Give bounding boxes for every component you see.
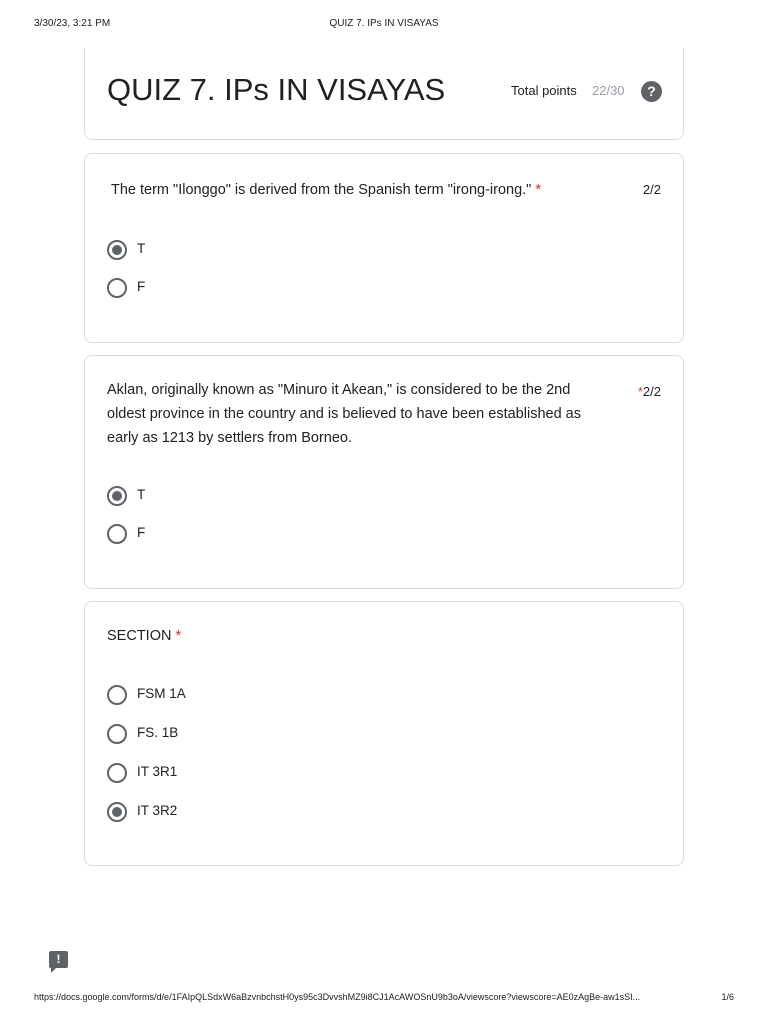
question-text: SECTION * [107, 628, 182, 644]
print-date: 3/30/23, 3:21 PM [34, 18, 111, 29]
question-points: *2/2 [637, 384, 661, 399]
required-mark: * [535, 182, 542, 198]
form-title: QUIZ 7. IPs IN VISAYAS [107, 72, 446, 107]
feedback-icon[interactable] [49, 951, 68, 968]
question-text: The term "Ilonggo" is derived from the Spanish term "irong-irong." * [111, 182, 542, 198]
option-label: F [137, 525, 146, 540]
required-mark: * [637, 384, 643, 399]
radio-checked-icon[interactable] [107, 802, 127, 822]
radio-option-t[interactable] [107, 240, 407, 262]
print-footer [34, 992, 734, 1006]
option-label: IT 3R2 [137, 803, 178, 818]
option-label: T [137, 487, 146, 502]
radio-unchecked-icon[interactable] [107, 763, 127, 783]
radio-option-it-3r1[interactable] [107, 763, 407, 785]
required-mark: * [175, 628, 182, 644]
question-card-section [84, 601, 684, 866]
radio-checked-icon[interactable] [107, 486, 127, 506]
radio-unchecked-icon[interactable] [107, 278, 127, 298]
option-label: IT 3R1 [137, 764, 178, 779]
page-number: 1/6 [721, 992, 734, 1002]
help-icon[interactable]: ? [641, 81, 662, 102]
print-header [34, 18, 734, 32]
radio-option-t[interactable] [107, 486, 407, 508]
radio-unchecked-icon[interactable] [107, 524, 127, 544]
option-label: FSM 1A [137, 686, 186, 701]
radio-unchecked-icon[interactable] [107, 685, 127, 705]
form-header-card [84, 48, 684, 140]
option-label: T [137, 241, 146, 256]
radio-checked-icon[interactable] [107, 240, 127, 260]
radio-option-fsm-1a[interactable] [107, 685, 407, 707]
radio-option-f[interactable] [107, 278, 407, 300]
radio-option-f[interactable] [107, 524, 407, 546]
question-card-2 [84, 355, 684, 589]
total-points-label: Total points [511, 83, 577, 98]
print-title: QUIZ 7. IPs IN VISAYAS [329, 18, 439, 29]
radio-unchecked-icon[interactable] [107, 724, 127, 744]
total-points-value: 22/30 [592, 83, 625, 98]
option-label: FS. 1B [137, 725, 179, 740]
radio-option-it-3r2[interactable] [107, 802, 407, 824]
radio-option-fs-1b[interactable] [107, 724, 407, 746]
page-url: https://docs.google.com/forms/d/e/1FAIpQLSdxW6aBzvnbchstH0ys95c3DvvshMZ9i8CJ1AcAWOSnU9b3oA/viewscore?viewscore=AE0zAgBe-aw1sSI... [34, 992, 641, 1002]
question-text: Aklan, originally known as "Minuro it Akean," is considered to be the 2nd oldest province in the country and is believed to have been established as early as 1213 by settlers from Borneo. [107, 382, 581, 446]
question-points: 2/2 [642, 182, 661, 197]
option-label: F [137, 279, 146, 294]
question-card-1 [84, 153, 684, 343]
